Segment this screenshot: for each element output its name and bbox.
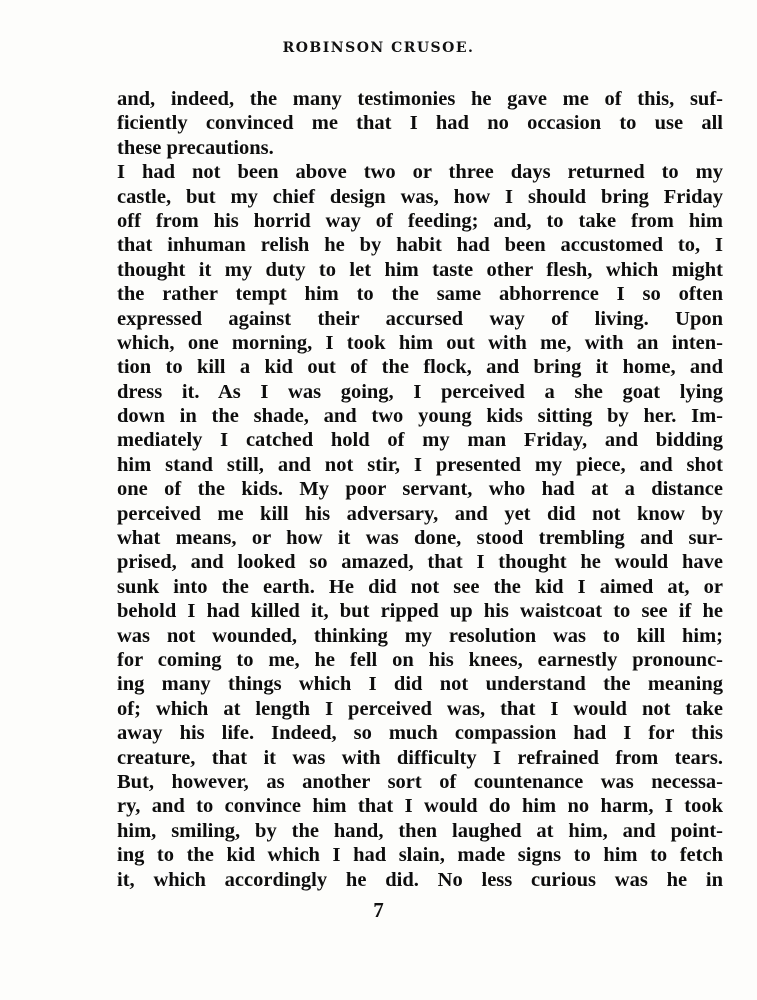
text-line: and, indeed, the many testimonies he gave me of this, suf- [117,88,723,110]
text-line: creature, that it was with difficulty I refrained from tears. [117,746,723,769]
text-line: prised, and looked so amazed, that I thought he would have [117,551,723,574]
text-line: perceived me kill his adversary, and yet did not know by [117,502,723,525]
text-line: the rather tempt him to the same abhorrence I so often [117,283,723,306]
text-line: for coming to me, he fell on his knees, earnestly pronounc- [117,648,723,671]
text-line: expressed against their accursed way of living. Upon [117,307,723,330]
text-line: down in the shade, and two young kids sitting by her. Im- [117,405,723,428]
text-line: which, one morning, I took him out with me, with an inten- [117,331,723,354]
body-text [117,87,723,892]
text-line: what means, or how it was done, stood trembling and sur- [117,527,723,550]
text-line: ing many things which I did not understand the meaning [117,673,723,696]
text-line: mediately I catched hold of my man Friday, and bidding [117,429,723,452]
text-line: I had not been above two or three days returned to my [117,161,723,184]
text-line: sunk into the earth. He did not see the kid I aimed at, or [117,575,723,598]
text-line: him, smiling, by the hand, then laughed at him, and point- [117,819,723,842]
text-line: these precautions. [117,136,274,159]
text-line: away his life. Indeed, so much compassion had I for this [117,722,723,745]
text-line: it, which accordingly he did. No less curious was he in [117,868,723,891]
text-line: castle, but my chief design was, how I should bring Friday [117,185,723,208]
text-line: dress it. As I was going, I perceived a she goat lying [117,380,723,403]
running-head: ROBINSON CRUSOE. [282,40,475,56]
text-line: tion to kill a kid out of the flock, and bring it home, and [117,356,723,379]
text-line: that inhuman relish he by habit had been accustomed to, I [117,234,723,257]
text-line: ing to the kid which I had slain, made signs to him to fetch [117,844,723,867]
text-line: of; which at length I perceived was, that I would not take [117,697,723,720]
text-line: one of the kids. My poor servant, who had at a distance [117,478,723,501]
text-line: was not wounded, thinking my resolution was to kill him; [117,624,723,647]
text-line: off from his horrid way of feeding; and, to take from him [117,209,723,232]
page-number: 7 [373,898,384,922]
text-line: ficiently convinced me that I had no occasion to use all [117,112,723,135]
text-line: ry, and to convince him that I would do him no harm, I took [117,795,723,818]
text-line: thought it my duty to let him taste other flesh, which might [117,258,723,281]
text-line: him stand still, and not stir, I presented my piece, and shot [117,453,723,476]
text-line: behold I had killed it, but ripped up his waistcoat to see if he [117,600,723,623]
text-line: But, however, as another sort of countenance was necessa- [117,770,723,793]
